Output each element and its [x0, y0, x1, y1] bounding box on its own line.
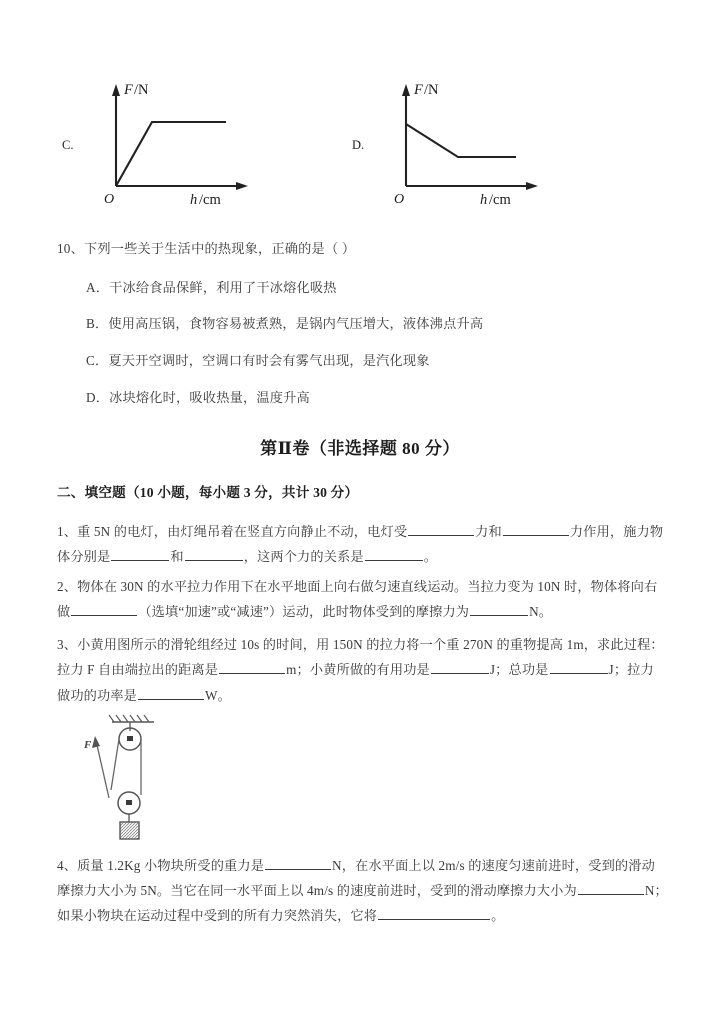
fill-q3-blank-4[interactable] [138, 685, 204, 700]
fill-q1-text-e: 和 [170, 549, 184, 564]
fill-q4-text-e: 如果小物块在运动过程中受到的所有力突然消失，它将 [57, 908, 378, 923]
svg-text:F: F [124, 82, 133, 98]
section-2-subtitle: 二、填空题（10 小题，每小题 3 分，共计 30 分） [57, 485, 359, 500]
fill-question-4-line-3 [57, 903, 504, 929]
fill-q4-text-d: N； [644, 883, 668, 898]
section-2-title: 第Ⅱ卷（非选择题 80 分） [260, 439, 460, 458]
fill-q2-text-b: （选填“加速”或“减速”）运动，此时物体受到的摩擦力为 [138, 604, 470, 619]
weight-block [120, 822, 139, 839]
fill-q1-text-c: 力作用，施力物 [569, 524, 664, 539]
fill-q1-text-d: 体分别是 [57, 549, 111, 564]
fill-question-4-line-1 [57, 853, 655, 879]
fill-q1-blank-1[interactable] [408, 521, 474, 536]
fill-q2-blank-2[interactable] [470, 601, 528, 616]
fill-question-3-line-2 [57, 657, 654, 683]
pulley-system-svg [84, 712, 264, 844]
fill-q4-text-c: 摩擦力大小为 5N。当它在同一水平面上以 4m/s 的速度前进时，受到的滑动摩擦力大小为 [57, 883, 577, 898]
fill-q2-text-a: 做 [57, 604, 71, 619]
force-arrow-head [92, 736, 100, 748]
question-10-option-c[interactable]: C．夏天开空调时，空调口有时会有雾气出现，是汽化现象 [86, 353, 430, 368]
movable-pulley-axle [126, 800, 132, 805]
svg-text:F: F [414, 82, 423, 98]
rope-free-end [97, 745, 109, 798]
fill-q3-blank-3[interactable] [550, 659, 608, 674]
fill-q2-blank-1[interactable] [71, 601, 137, 616]
fill-q1-text-g: 。 [423, 549, 438, 564]
graph-option-c-label: C. [62, 138, 74, 152]
graph-option-c-plot [86, 78, 296, 210]
fill-q1-text-a: 1、重 5N 的电灯，由灯绳吊着在竖直方向静止不动，电灯受 [57, 524, 408, 539]
svg-text:/N: /N [134, 82, 149, 98]
fill-q1-text-f: ，这两个力的关系是 [243, 549, 364, 564]
force-label-f: F [84, 739, 92, 751]
fill-q3-text-a: 拉力 F 自由端拉出的距离是 [57, 662, 219, 677]
fill-question-2-line-2 [57, 599, 552, 625]
fill-q4-blank-1[interactable] [265, 855, 331, 870]
svg-text:/cm: /cm [489, 192, 511, 208]
answer-option-graphs [0, 78, 720, 210]
graph-option-d-plot [376, 78, 586, 210]
fill-q3-text-b: m；小黄所做的有用功是 [286, 662, 430, 677]
fill-q1-blank-4[interactable] [185, 546, 243, 561]
svg-text:O: O [394, 192, 405, 207]
fill-q1-blank-3[interactable] [111, 546, 169, 561]
fill-q1-blank-5[interactable] [365, 546, 423, 561]
graph-option-d [352, 78, 612, 210]
svg-text:/cm: /cm [199, 192, 221, 208]
fill-question-1-line-2 [57, 544, 437, 570]
svg-text:h: h [190, 192, 198, 208]
svg-text:h: h [480, 192, 488, 208]
fill-q3-blank-1[interactable] [219, 659, 285, 674]
pulley-system-diagram [84, 712, 264, 844]
question-10-option-a[interactable]: A．干冰给食品保鲜，利用了干冰熔化吸热 [86, 280, 337, 295]
fill-q4-blank-2[interactable] [578, 880, 644, 895]
fill-q3-text-d: J；拉力 [608, 662, 654, 677]
fill-question-1-line-1 [57, 519, 663, 545]
fill-question-2-line-1: 2、物体在 30N 的水平拉力作用下在水平地面上向右做匀速直线运动。当拉力变为 10N 时，物体将向右 [57, 579, 658, 594]
fill-q2-text-c: N。 [529, 604, 553, 619]
fill-question-4-line-2 [57, 878, 668, 904]
fill-q1-blank-2[interactable] [503, 521, 569, 536]
fill-q1-text-b: 力和 [475, 524, 502, 539]
question-10-stem: 10、下列一些关于生活中的热现象，正确的是（ ） [57, 241, 356, 256]
fill-q3-text-c: J；总功是 [489, 662, 549, 677]
fill-question-3-line-1: 3、小黄用图所示的滑轮组经过 10s 的时间，用 150N 的拉力将一个重 270N 的重物提高 1m，求此过程： [57, 637, 664, 652]
question-10-option-d[interactable]: D．冰块熔化时，吸收热量，温度升高 [86, 390, 310, 405]
fill-q4-text-a: 4、质量 1.2Kg 小物块所受的重力是 [57, 858, 265, 873]
graph-option-c [62, 78, 322, 210]
fill-q4-blank-3[interactable] [378, 905, 490, 920]
svg-text:/N: /N [424, 82, 439, 98]
fill-q4-text-f: 。 [491, 908, 505, 923]
rope-left-segment [111, 739, 119, 790]
fixed-pulley-axle [127, 736, 133, 741]
fill-question-3-line-3 [57, 683, 231, 709]
fill-q3-text-f: W。 [205, 688, 231, 703]
question-10-option-b[interactable]: B．使用高压锅，食物容易被煮熟，是锅内气压增大，液体沸点升高 [86, 316, 484, 331]
fill-q3-blank-2[interactable] [431, 659, 489, 674]
ceiling-hatching [109, 715, 149, 722]
fill-q3-text-e: 做功的功率是 [57, 688, 138, 703]
graph-option-d-label: D. [352, 138, 365, 152]
fill-q4-text-b: N，在水平面上以 2m/s 的速度匀速前进时，受到的滑动 [332, 858, 655, 873]
svg-text:O: O [104, 192, 115, 207]
